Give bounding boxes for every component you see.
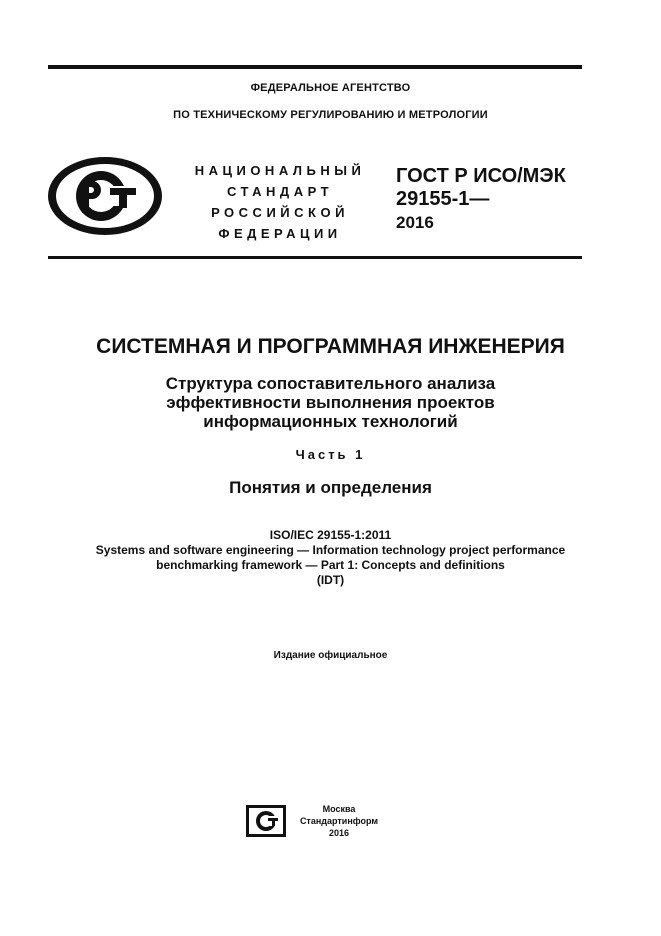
document-title: СИСТЕМНАЯ И ПРОГРАММНАЯ ИНЖЕНЕРИЯ	[96, 335, 565, 358]
national-standard-label	[170, 160, 390, 244]
publisher-year: 2016	[328, 828, 350, 838]
iso-line3: benchmarking framework — Part 1: Concepts and definitions	[156, 558, 505, 572]
publisher-name: Стандартинформ	[299, 816, 379, 826]
middle-rule	[48, 256, 582, 259]
rst-logo-icon	[46, 155, 164, 237]
publisher-info	[294, 803, 384, 839]
national-standard-line2: СТАНДАРТ	[226, 184, 334, 199]
iso-reference	[0, 528, 661, 588]
part-number: Часть 1	[295, 447, 366, 462]
top-rule	[48, 65, 582, 69]
standard-designation	[396, 165, 566, 234]
subtitle-line2: эффективности выполнения проектов	[166, 393, 495, 412]
subtitle-line3: информационных технологий	[203, 412, 458, 431]
part-title: Понятия и определения	[229, 478, 432, 497]
agency-name-line1: ФЕДЕРАЛЬНОЕ АГЕНТСТВО	[250, 82, 411, 94]
document-subtitle	[80, 374, 581, 431]
national-standard-line1: НАЦИОНАЛЬНЫЙ	[194, 163, 366, 178]
subtitle-line1: Структура сопоставительного анализа	[165, 374, 496, 393]
iso-line2: Systems and software engineering — Information technology project performance	[95, 543, 566, 557]
designation-line2: 29155-1—	[396, 188, 490, 210]
iso-line4: (IDT)	[316, 573, 345, 587]
national-standard-line3: РОССИЙСКОЙ	[211, 205, 349, 220]
publisher-city: Москва	[322, 804, 356, 814]
designation-line1: ГОСТ Р ИСО/МЭК	[396, 165, 566, 187]
national-standard-line4: ФЕДЕРАЦИИ	[218, 226, 342, 241]
iso-line1: ISO/IEC 29155-1:2011	[269, 528, 392, 542]
standartinform-logo-icon	[246, 805, 286, 837]
agency-name-line2: ПО ТЕХНИЧЕСКОМУ РЕГУЛИРОВАНИЮ И МЕТРОЛОГИИ	[173, 109, 488, 121]
designation-year: 2016	[396, 213, 434, 232]
edition-label: Издание официальное	[273, 650, 388, 661]
